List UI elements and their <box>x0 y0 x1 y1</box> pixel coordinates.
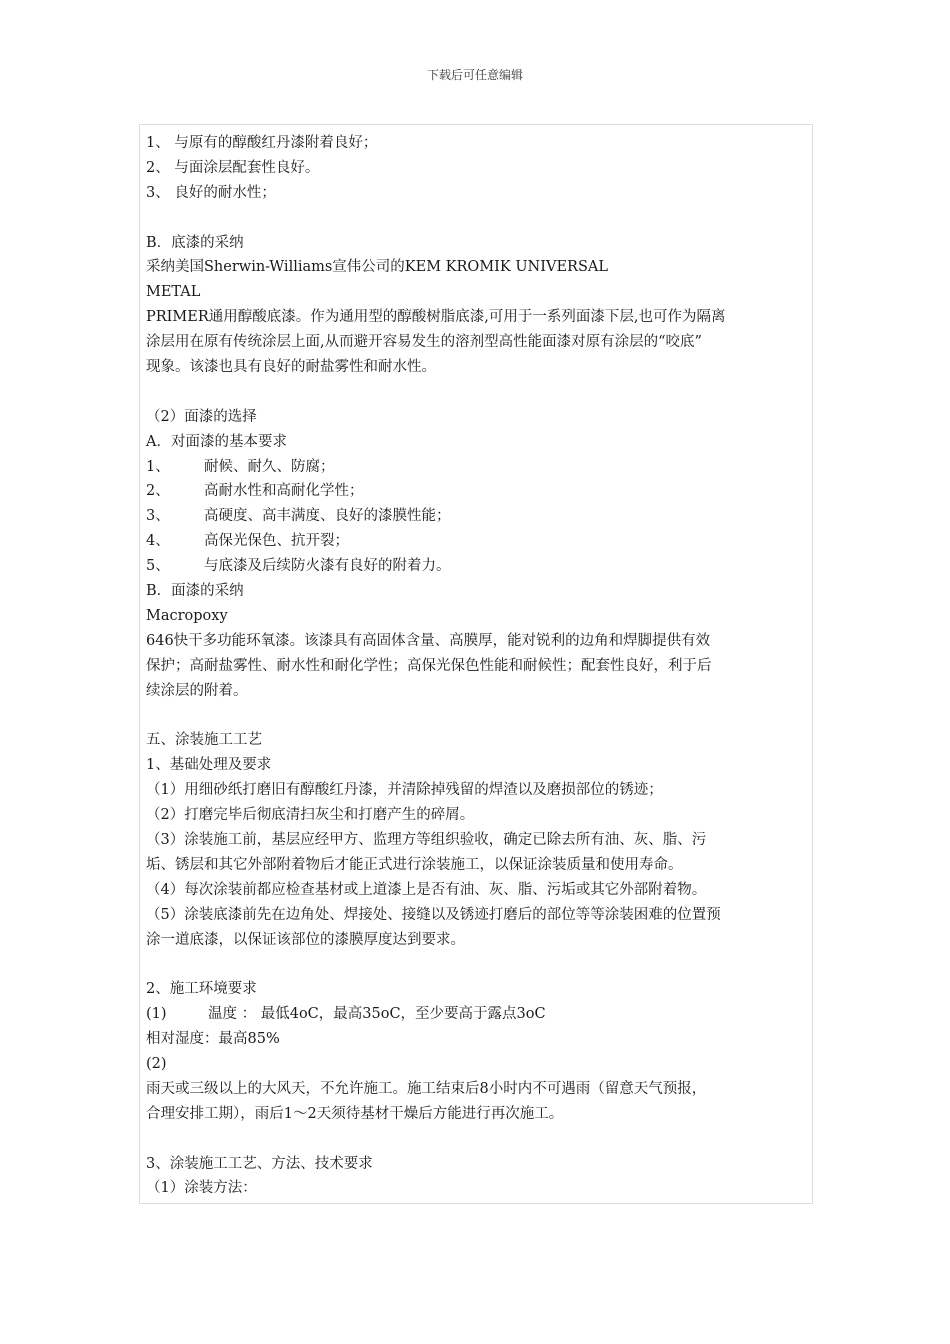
line-text: （2）打磨完毕后彻底清扫灰尘和打磨产生的碎屑。 <box>146 807 475 824</box>
text-line <box>146 728 810 753</box>
line-text: 3、 <box>146 508 170 525</box>
line-text: 2、 与面涂层配套性良好。 <box>146 159 320 176</box>
line-text: Macropoxy <box>146 607 228 624</box>
line-text: 合理安排工期），雨后1～2天须待基材干燥后方能进行再次施工。 <box>146 1105 564 1122</box>
text-line <box>146 231 810 256</box>
line-text: 4、 <box>146 533 170 550</box>
text-line <box>146 504 810 529</box>
line-text: 2、 <box>146 483 170 500</box>
line-text: 646快干多功能环氧漆。该漆具有高固体含量、高膜厚，能对锐利的边角和焊脚提供有效 <box>146 632 711 649</box>
text-line <box>146 131 810 156</box>
line-text: METAL <box>146 284 201 301</box>
text-line <box>146 952 810 977</box>
text-line <box>146 579 810 604</box>
text-line <box>146 554 810 579</box>
line-text: 涂层用在原有传统涂层上面,从而避开容易发生的溶剂型高性能面漆对原有涂层的“咬底” <box>146 334 702 351</box>
text-line <box>146 305 810 330</box>
text-line <box>146 1176 810 1201</box>
text-line <box>146 529 810 554</box>
text-line <box>146 206 810 231</box>
line-text: （2）面漆的选择 <box>146 408 257 425</box>
line-text: 2、施工环境要求 <box>146 981 257 998</box>
text-line <box>146 455 810 480</box>
line-text: 雨天或三级以上的大风天，不允许施工。施工结束后8小时内不可遇雨（留意天气预报， <box>146 1080 707 1097</box>
line-text: 3、 良好的耐水性； <box>146 184 276 201</box>
line-text: （5）涂装底漆前先在边角处、焊接处、接缝以及锈迹打磨后的部位等等涂装困难的位置预 <box>146 906 721 923</box>
line-text: 续涂层的附着。 <box>146 682 248 699</box>
text-line <box>146 255 810 280</box>
text-line <box>146 1077 810 1102</box>
line-text: 采纳美国Sherwin-Williams宣伟公司的KEM KROMIK UNIVERSAL <box>146 259 608 276</box>
text-line <box>146 903 810 928</box>
line-text: B．底漆的采纳 <box>146 234 244 251</box>
text-line <box>146 405 810 430</box>
line-text: 1、 与原有的醇酸红丹漆附着良好； <box>146 135 378 151</box>
text-line <box>146 654 810 679</box>
line-text: (1) <box>146 1006 167 1023</box>
page-header: 下载后可任意编辑 <box>426 68 523 82</box>
text-line <box>146 280 810 305</box>
line-text: （1）涂装方法： <box>146 1180 257 1197</box>
text-line <box>146 479 810 504</box>
text-line <box>146 330 810 355</box>
line-text: 1、 <box>146 458 170 475</box>
text-line <box>146 878 810 903</box>
line-text: （4）每次涂装前都应检查基材或上道漆上是否有油、灰、脂、污垢或其它外部附着物。 <box>146 881 707 898</box>
line-text: PRIMER通用醇酸底漆。作为通用型的醇酸树脂底漆,可用于一系列面漆下层,也可作为隔离 <box>146 309 726 326</box>
text-line <box>146 977 810 1002</box>
text-line <box>146 355 810 380</box>
text-line <box>146 1002 810 1027</box>
text-line <box>146 629 810 654</box>
line-text-tabbed: 高硬度、高丰满度、良好的漆膜性能； <box>204 508 451 525</box>
line-text-tabbed: 耐候、耐久、防腐； <box>204 458 335 475</box>
line-text: 1、基础处理及要求 <box>146 757 272 774</box>
line-text: 涂一道底漆，以保证该部位的漆膜厚度达到要求。 <box>146 931 465 948</box>
text-line <box>146 803 810 828</box>
line-text: (2) <box>146 1055 167 1072</box>
text-line <box>146 828 810 853</box>
line-text: 5、 <box>146 558 170 575</box>
text-line <box>146 1027 810 1052</box>
text-line <box>146 778 810 803</box>
text-line <box>146 753 810 778</box>
line-text: 垢、锈层和其它外部附着物后才能正式进行涂装施工，以保证涂装质量和使用寿命。 <box>146 856 683 873</box>
text-line <box>146 928 810 953</box>
line-text: 现象。该漆也具有良好的耐盐雾性和耐水性。 <box>146 359 436 376</box>
line-text: 3、涂装施工工艺、方法、技术要求 <box>146 1155 373 1172</box>
document-body <box>146 131 810 1201</box>
line-text: 相对湿度：最高85% <box>146 1031 280 1048</box>
text-line <box>146 156 810 181</box>
text-line <box>146 380 810 405</box>
line-text-tabbed: 高耐水性和高耐化学性； <box>204 483 364 500</box>
text-line <box>146 181 810 206</box>
text-line <box>146 679 810 704</box>
text-line <box>146 604 810 629</box>
text-line <box>146 703 810 728</box>
line-text: 保护；高耐盐雾性、耐水性和耐化学性；高保光保色性能和耐候性；配套性良好，利于后 <box>146 657 712 674</box>
text-line <box>146 1102 810 1127</box>
line-text: （1）用细砂纸打磨旧有醇酸红丹漆，并清除掉残留的焊渣以及磨损部位的锈迹； <box>146 782 663 799</box>
line-text: （3）涂装施工前，基层应经甲方、监理方等组织验收，确定已除去所有油、灰、脂、污 <box>146 831 707 848</box>
text-line <box>146 1052 810 1077</box>
line-text-tabbed: 温度 ： 最低4oC，最高35oC，至少要高于露点3oC <box>208 1006 546 1023</box>
line-text: A．对面漆的基本要求 <box>146 433 287 450</box>
line-text: B．面漆的采纳 <box>146 583 244 600</box>
text-line <box>146 1152 810 1177</box>
line-text-tabbed: 高保光保色、抗开裂； <box>204 533 349 550</box>
text-line <box>146 430 810 455</box>
text-line <box>146 1127 810 1152</box>
line-text: 五、涂装施工工艺 <box>146 732 262 749</box>
line-text-tabbed: 与底漆及后续防火漆有良好的附着力。 <box>204 558 451 575</box>
text-line <box>146 853 810 878</box>
